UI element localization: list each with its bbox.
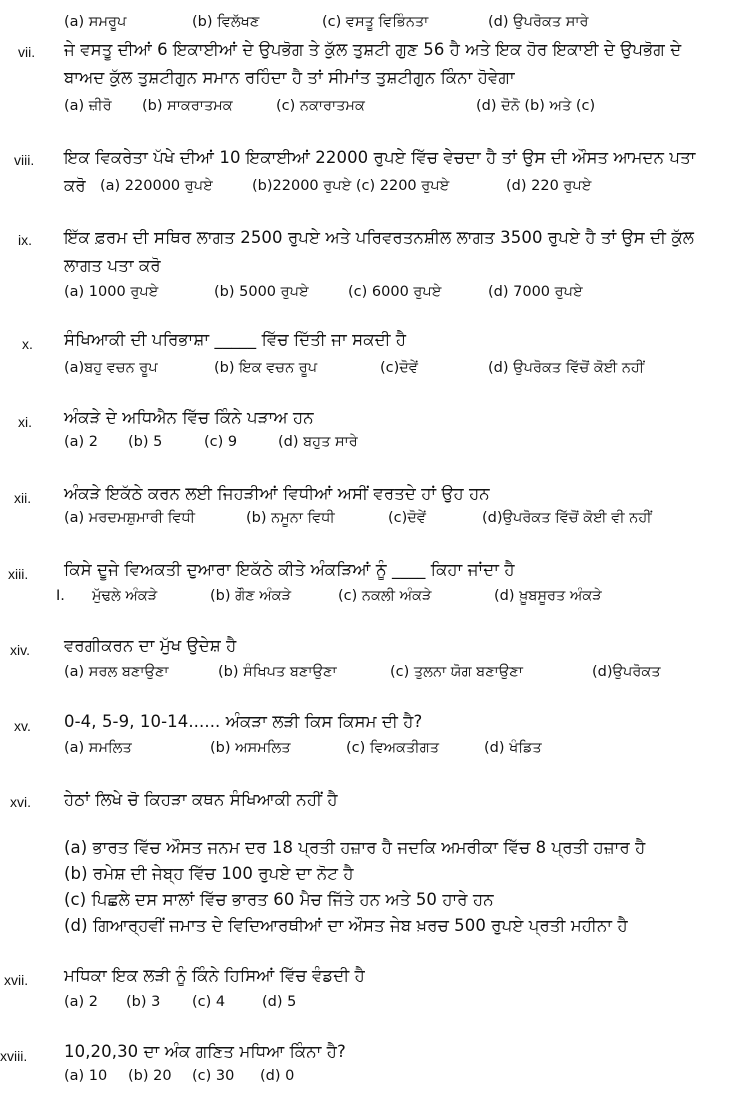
option-a[interactable]: ਮੁੱਢਲੇ ਅੰਕੜੇ [92,588,158,604]
question-number: x. [22,336,33,352]
option-d[interactable]: (d) 5 [262,994,297,1010]
option-c[interactable]: (c) ਵਸਤੂ ਵਿਭਿੰਨਤਾ [322,14,429,30]
option-b[interactable]: (b) ਸੰਖਿਪਤ ਬਣਾਉਣਾ [218,664,337,680]
question-number: ix. [18,232,32,248]
question-number: xviii. [0,1048,28,1064]
question-number: xiv. [10,642,30,658]
question-number: xiii. [8,566,29,582]
option-d[interactable]: (d) 7000 ਰੁਪਏ [488,284,583,300]
option-d[interactable]: (d) ਖ਼ੂਬਸੂਰਤ ਅੰਕੜੇ [494,588,602,604]
option-b[interactable]: (b) ਸਾਕਰਾਤਮਕ [142,98,233,114]
option-a[interactable]: (a) 2 [64,994,99,1010]
option-b[interactable]: (b) 5 [128,434,163,450]
question-text: ਅੰਕੜੇ ਦੇ ਅਧਿਐਨ ਵਿੱਚ ਕਿੰਨੇ ਪੜਾਅ ਹਨ [64,408,314,427]
option-c[interactable]: (c) ਨਕਾਰਾਤਮਕ [276,98,365,114]
option-c[interactable]: (c) 4 [192,994,226,1010]
top-options-row [0,14,744,36]
question-text: 0-4, 5-9, 10-14...... ਅੰਕੜਾ ਲੜੀ ਕਿਸ ਕਿਸਮ ਦੀ ਹੈ? [64,712,423,731]
option-c[interactable]: (c)ਦੋਵੇਂ [380,360,418,376]
question-text: ਸੰਖਿਆਕੀ ਦੀ ਪਰਿਭਾਸ਼ਾ _____ ਵਿੱਚ ਦਿੱਤੀ ਜਾ ਸਕਦੀ ਹੈ [64,330,407,349]
option-marker: I. [56,588,65,604]
question-text: ਬਾਅਦ ਕੁੱਲ ਤੁਸ਼ਟੀਗੁਨ ਸਮਾਨ ਰਹਿੰਦਾ ਹੈ ਤਾਂ ਸੀਮਾਂਤ ਤੁਸ਼ਟੀਗੁਨ ਕਿੰਨਾ ਹੋਵੇਗਾ [64,68,515,87]
options-row [0,510,744,532]
option-d[interactable]: (d) ਖੰਡਿਤ [484,740,542,756]
question-text: ਹੇਠਾਂ ਲਿਖੇ ਚੋ ਕਿਹੜਾ ਕਥਨ ਸੰਖਿਆਕੀ ਨਹੀਂ ਹੈ [64,790,338,809]
option-a[interactable]: (a) 1000 ਰੁਪਏ [64,284,159,300]
question-text: ਵਰਗੀਕਰਨ ਦਾ ਮੁੱਖ ਉਦੇਸ਼ ਹੈ [64,636,237,655]
question-number: xi. [18,414,32,430]
option-a[interactable]: (a) ਜ਼ੀਰੋ [64,98,112,114]
option-d[interactable]: (d)ਉਪਰੋਕਤ ਵਿੱਚੋਂ ਕੋਈ ਵੀ ਨਹੀਂ [482,510,652,526]
option-b[interactable]: (b) 20 [128,1068,172,1084]
options-row [0,434,744,456]
option-a[interactable]: (a)ਬਹੁ ਵਚਨ ਰੂਪ [64,360,158,376]
option-b[interactable]: (b) ਅਸਮਲਿਤ [210,740,291,756]
option-c[interactable]: (c)ਦੋਵੇਂ [388,510,426,526]
option-a[interactable]: (a) 220000 ਰੁਪਏ [100,178,213,194]
option-d[interactable]: (d) ਬਹੁਤ ਸਾਰੇ [278,434,358,450]
option-d[interactable]: (d) ਉਪਰੋਕਤ ਸਾਰੇ [488,14,589,30]
question-text: ਮਧਿਕਾ ਇਕ ਲੜੀ ਨੂੰ ਕਿੰਨੇ ਹਿਸਿਆਂ ਵਿੱਚ ਵੰਡਦੀ ਹੈ [64,966,365,985]
option-c[interactable]: (c) 9 [204,434,238,450]
option-a[interactable]: (a) ਸਮਰੂਪ [64,14,127,30]
question-number: viii. [14,152,35,168]
options-row [0,178,744,200]
option-d[interactable]: (d) 220 ਰੁਪਏ [506,178,592,194]
options-row [0,664,744,686]
options-row [0,994,744,1016]
option-a[interactable]: (a) 2 [64,434,99,450]
options-row [0,360,744,382]
option-b[interactable]: (b) ਨਮੂਨਾ ਵਿਧੀ [246,510,335,526]
question-text: ਜੇ ਵਸਤੂ ਦੀਆਂ 6 ਇਕਾਈਆਂ ਦੇ ਉਪਭੋਗ ਤੇ ਕੁੱਲ ਤੁਸ਼ਟੀ ਗੁਣ 56 ਹੈ ਅਤੇ ਇਕ ਹੋਰ ਇਕਾਈ ਦੇ ਉਪਭੋਗ ਦੇ [64,40,682,59]
option-b[interactable]: (b) 5000 ਰੁਪਏ [214,284,309,300]
option-c[interactable]: (c) ਵਿਅਕਤੀਗਤ [346,740,440,756]
question-number: vii. [18,44,36,60]
option-b[interactable]: (b) ਗੌਣ ਅੰਕੜੇ [210,588,292,604]
option-c-statement[interactable]: (c) ਪਿਛਲੇ ਦਸ ਸਾਲਾਂ ਵਿੱਚ ਭਾਰਤ 60 ਮੈਚ ਜਿੱਤੇ ਹਨ ਅਤੇ 50 ਹਾਰੇ ਹਨ [64,890,494,909]
option-b-statement[interactable]: (b) ਰਮੇਸ਼ ਦੀ ਜੇਬ੍ਹ ਵਿੱਚ 100 ਰੁਪਏ ਦਾ ਨੋਟ ਹੈ [64,864,354,883]
option-b[interactable]: (b) ਇਕ ਵਚਨ ਰੂਪ [214,360,318,376]
question-number: xii. [14,490,32,506]
option-a[interactable]: (a) ਮਰਦਮਸ਼ੁਮਾਰੀ ਵਿਧੀ [64,510,196,526]
option-c[interactable]: (c) ਤੁਲਨਾ ਯੋਗ ਬਣਾਉਣਾ [390,664,523,680]
options-row [0,740,744,762]
options-row [0,98,744,120]
question-text: ਇੱਕ ਫ਼ਰਮ ਦੀ ਸਥਿਰ ਲਾਗਤ 2500 ਰੁਪਏ ਅਤੇ ਪਰਿਵਰਤਨਸ਼ੀਲ ਲਾਗਤ 3500 ਰੁਪਏ ਹੈ ਤਾਂ ਉਸ ਦੀ ਕੁੱਲ [64,228,695,247]
option-a[interactable]: (a) ਸਰਲ ਬਣਾਉਣਾ [64,664,169,680]
question-number: xvii. [4,972,29,988]
question-text: ਅੰਕੜੇ ਇਕੱਠੇ ਕਰਨ ਲਈ ਜਿਹੜੀਆਂ ਵਿਧੀਆਂ ਅਸੀਂ ਵਰਤਦੇ ਹਾਂ ਉਹ ਹਨ [64,484,490,503]
option-a[interactable]: (a) 10 [64,1068,108,1084]
question-number: xv. [14,718,31,734]
option-d[interactable]: (d) ਦੋਨੋ (b) ਅਤੇ (c) [476,98,596,114]
options-row [0,1068,744,1090]
option-b-c[interactable]: (b)22000 ਰੁਪਏ (c) 2200 ਰੁਪਏ [252,178,450,194]
option-d[interactable]: (d) ਉਪਰੋਕਤ ਵਿੱਚੋਂ ਕੋਈ ਨਹੀਂ [488,360,645,376]
options-row [0,588,744,610]
question-text-tail: ਕਰੋ [64,176,86,195]
question-text: 10,20,30 ਦਾ ਅੰਕ ਗਣਿਤ ਮਧਿਆ ਕਿੰਨਾ ਹੈ? [64,1042,346,1061]
option-d[interactable]: (d)ਉਪਰੋਕਤ [592,664,661,680]
option-d[interactable]: (d) 0 [260,1068,295,1084]
question-text: ਇਕ ਵਿਕਰੇਤਾ ਪੱਖੇ ਦੀਆਂ 10 ਇਕਾਈਆਂ 22000 ਰੁਪਏ ਵਿੱਚ ਵੇਚਦਾ ਹੈ ਤਾਂ ਉਸ ਦੀ ਔਸਤ ਆਮਦਨ ਪਤਾ [64,148,696,167]
option-c[interactable]: (c) 30 [192,1068,235,1084]
question-text: ਲਾਗਤ ਪਤਾ ਕਰੋ [64,256,161,275]
option-b[interactable]: (b) ਵਿਲੱਖਣ [192,14,260,30]
question-text: ਕਿਸੇ ਦੂਜੇ ਵਿਅਕਤੀ ਦੁਆਰਾ ਇਕੱਠੇ ਕੀਤੇ ਅੰਕੜਿਆਂ ਨੂੰ ____ ਕਿਹਾ ਜਾਂਦਾ ਹੈ [64,560,515,579]
option-b[interactable]: (b) 3 [126,994,161,1010]
options-row [0,284,744,306]
question-number: xvi. [10,794,31,810]
option-c[interactable]: (c) 6000 ਰੁਪਏ [348,284,442,300]
option-a[interactable]: (a) ਸਮਲਿਤ [64,740,132,756]
option-c[interactable]: (c) ਨਕਲੀ ਅੰਕੜੇ [338,588,432,604]
option-a-statement[interactable]: (a) ਭਾਰਤ ਵਿੱਚ ਔਸਤ ਜਨਮ ਦਰ 18 ਪ੍ਰਤੀ ਹਜ਼ਾਰ ਹੈ ਜਦਕਿ ਅਮਰੀਕਾ ਵਿੱਚ 8 ਪ੍ਰਤੀ ਹਜ਼ਾਰ ਹੈ [64,838,646,857]
option-d-statement[interactable]: (d) ਗਿਆਰ੍ਹਵੀਂ ਜਮਾਤ ਦੇ ਵਿਦਿਆਰਥੀਆਂ ਦਾ ਔਸਤ ਜੇਬ ਖ਼ਰਚ 500 ਰੁਪਏ ਪ੍ਰਤੀ ਮਹੀਨਾ ਹੈ [64,916,628,935]
